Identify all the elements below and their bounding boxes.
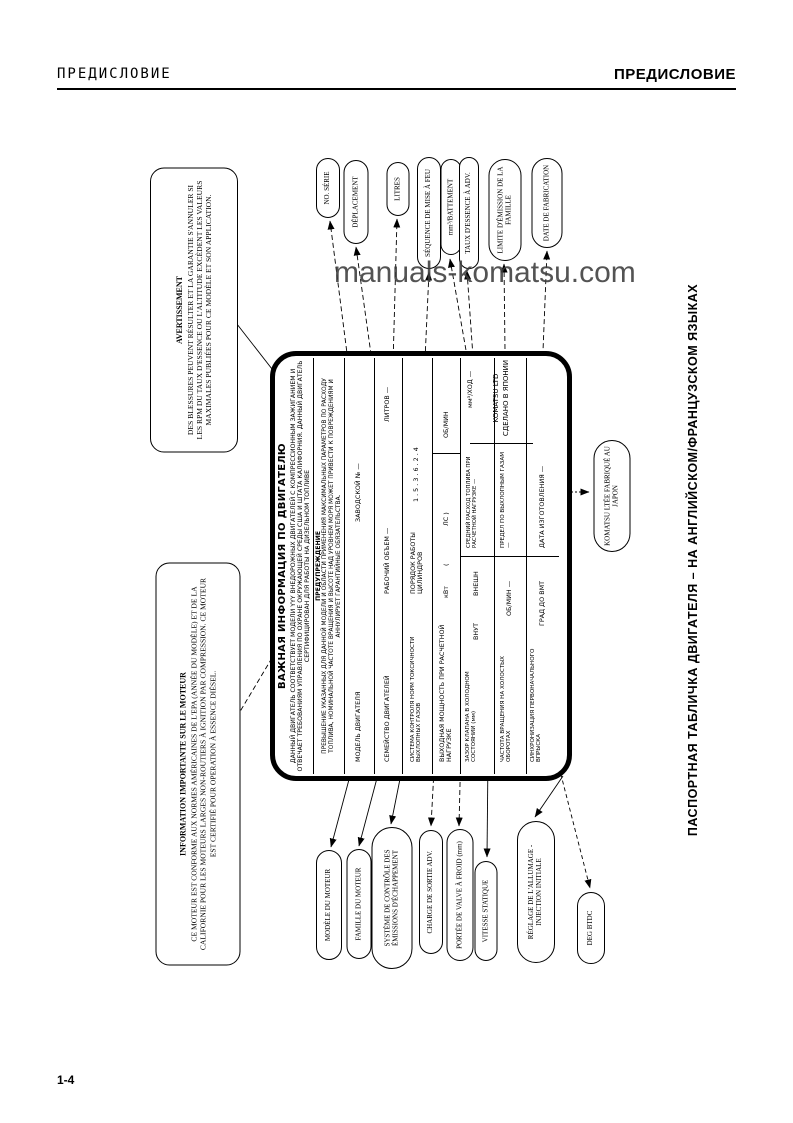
callout-label: CHARGE DE SORTIE ADV. bbox=[426, 850, 435, 934]
komatsu-made-in-cell bbox=[470, 353, 533, 444]
avertissement-body: DES BLESSURES PEUVENT RÉSULTER ET LA GARANTIE S'ANNULER SI LES RPM DU TAUX D'ESSENCE OU L'ALTITUDE EXCÈDENT LES VALEURS MAXIMALES PUBLIÉES POUR CE MODÈLE ET SON APPLICATION. bbox=[185, 180, 214, 439]
callout-label: NO. SÉRIE bbox=[323, 171, 332, 205]
callout-label: DEG BTDC bbox=[586, 910, 595, 946]
row-field: РАБОЧИЙ ОБЪЕМ — bbox=[383, 527, 392, 594]
callout-battement bbox=[440, 159, 461, 255]
callout-limite bbox=[488, 159, 521, 261]
row-label: СИНХРОНИЗАЦИЯ ПЕРВОНАЧАЛЬНОГО ВПРЫСКА bbox=[530, 648, 543, 762]
header-rule bbox=[57, 88, 736, 90]
watermark-text: manuals-komatsu.com bbox=[334, 256, 636, 289]
avertissement-box bbox=[150, 167, 238, 452]
information-body: CE MOTEUR EST CONFORME AUX NORMES AMÉRICAINES DE L'EPA (ANNÉE DU MODÈLE) ET DE LA CALIFORNIE POUR LES MOTEURS LARGES NON-ROUTIERS À IGNITION PAR COMPRESSION. CE MOTEUR EST CERTIFIÉ POUR OPERATION À ESSENCE DIÉSEL. bbox=[189, 577, 217, 950]
row-label: ЧАСТОТА ВРАЩЕНИЯ НА ХОЛОСТЫХ ОБОРОТАХ bbox=[500, 656, 513, 762]
callout-label: FAMILLE DU MOTEUR bbox=[353, 867, 362, 941]
section-title-text: ПАСПОРТНАЯ ТАБЛИЧКА ДВИГАТЕЛЯ – НА АНГЛИЙСКОМ/ФРАНЦУЗСКОМ ЯЗЫКАХ bbox=[686, 283, 700, 837]
callout-famille-moteur bbox=[346, 849, 371, 959]
row-unit: ГРАД ДО ВМТ bbox=[538, 580, 547, 626]
plate-warning-body: ПРЕВЫШЕНИЕ УКАЗАННЫХ ДЛЯ ДАННОЙ МОДЕЛИ И ОБЛАСТИ ПРИМЕНЕНИЯ МАКСИМАЛЬНЫХ ПАРАМЕТРОВ ПО РАСХОДУ ТОПЛИВА, НОМИНАЛЬНОЙ ЧАСТОТЕ ВРАЩЕНИЯ И ВЫСОТЕ НАД УРОВНЕМ МОРЯ МОЖЕТ ПРИВЕСТИ К ПОВРЕЖДЕНИЯМ И АННУЛИРУЕТ ГАРАНТИЙНЫЕ ОБЯЗАТЕЛЬСТВА. bbox=[322, 378, 342, 754]
plate-warning-title: ПРЕДУПРЕЖДЕНИЕ bbox=[315, 530, 323, 602]
cell-divider bbox=[461, 556, 494, 557]
plate-title: ВАЖНАЯ ИНФОРМАЦИЯ ПО ДВИГАТЕЛЮ bbox=[277, 443, 288, 689]
row-label: ЗАЗОР КЛАПАНА В ХОЛОДНОМ СОСТОЯНИИ (мм) bbox=[465, 671, 478, 762]
row-unit: ВНЕШН bbox=[472, 571, 481, 596]
row-field: ЗАВОДСКОЙ № — bbox=[354, 463, 363, 522]
cell-divider bbox=[433, 453, 460, 454]
callout-label: SÉQUENCE DE MISE À FEU bbox=[424, 169, 433, 257]
callout-vitesse-statique bbox=[474, 861, 497, 961]
row-label: СИСТЕМА КОНТРОЛЯ НОРМ ТОКСИЧНОСТИ ВЫХЛОПНЫХ ГАЗОВ bbox=[410, 636, 423, 762]
callout-systeme-emissions bbox=[371, 827, 412, 969]
plate-table bbox=[346, 358, 559, 774]
callout-label: LIMITE D'ÉMISSION DE LA FAMILLE bbox=[495, 166, 512, 254]
row-unit: ОБ/МИН — bbox=[505, 580, 514, 616]
table-row bbox=[433, 358, 461, 774]
row-unit: ( bbox=[442, 563, 451, 566]
row-field: ПРЕДЕЛ ПО ВЫХЛОПНЫМ ГАЗАМ — bbox=[500, 451, 513, 548]
callout-no-serie bbox=[316, 158, 340, 218]
row-unit: мм³/ХОД — bbox=[466, 370, 475, 408]
callout-label: DATE DE FABRICATION bbox=[541, 164, 550, 242]
table-row bbox=[403, 358, 433, 774]
plate-intro: ДАННЫЙ ДВИГАТЕЛЬ СООТВЕТСТВУЕТ МОДЕЛИ YYY ВНЕДОРОЖНЫХ ДВИГАТЕЛЕЙ С КОМПРЕССИОННЫМ ЗАЖИГАНИЕМ И ОТВЕЧАЕТ ТРЕБОВАНИЯМ УПРАВЛЕНИЯ ПО ОХРАНЕ ОКРУЖАЮЩЕЙ СРЕДЫ США И ШТАТА КАЛИФОРНИЯ. ДАННЫЙ ДВИГАТЕЛЬ СЕРТИФИЦИРОВАН ДЛЯ РАБОТЫ НА ДИЗЕЛЬНОМ ТОПЛИВЕ bbox=[290, 360, 312, 772]
callout-date-fabrication bbox=[531, 158, 562, 248]
row-field: ДАТА ИЗГОТОВЛЕНИЯ — bbox=[538, 465, 547, 548]
row-unit: ВНУТ bbox=[472, 623, 481, 640]
callout-label: MODÈLE DU MOTEUR bbox=[324, 868, 333, 942]
callout-label: PORTÉE DE VALVE À FROID (mm) bbox=[454, 841, 463, 949]
row-unit: ЛС ) bbox=[442, 512, 451, 526]
row-field: ПОРЯДОК РАБОТЫ ЦИЛИНДРОВ bbox=[409, 532, 425, 594]
callout-sequence bbox=[417, 157, 441, 269]
callout-reglage-allumage bbox=[517, 821, 555, 963]
page-number: 1-4 bbox=[57, 1073, 75, 1087]
plate-rule bbox=[344, 358, 345, 774]
avertissement-title: AVERTISSEMENT bbox=[174, 275, 184, 344]
row-unit: ОБ/МИН bbox=[442, 411, 451, 438]
row-field: ЛИТРОВ — bbox=[383, 386, 392, 422]
made-in: СДЕЛАНО В ЯПОНИИ bbox=[501, 359, 510, 437]
plate-rule bbox=[313, 358, 314, 774]
callout-label: mm³/BATTEMENT bbox=[445, 178, 454, 236]
callout-taux bbox=[459, 157, 479, 269]
cell-divider bbox=[527, 556, 559, 557]
header-left: ПРЕДИСЛОВИЕ bbox=[57, 66, 172, 82]
callout-label: KOMATSU LTÉE FABRIQUÉ AU JAPON bbox=[602, 446, 619, 546]
callout-charge-sortie bbox=[419, 830, 443, 954]
callout-label: RÉGLAGE DE L'ALLUMAGE - INJECTION INITIALE bbox=[527, 844, 543, 940]
row-label: МОДЕЛЬ ДВИГАТЕЛЯ bbox=[354, 691, 363, 762]
row-label: СЕМЕЙСТВО ДВИГАТЕЛЕЙ bbox=[383, 675, 392, 762]
callout-label: DÉPLACEMENT bbox=[350, 176, 359, 228]
callout-label: LITRES bbox=[392, 177, 401, 201]
table-row bbox=[346, 358, 375, 774]
maker-name: KOMATSU LTD bbox=[492, 373, 501, 423]
callout-portee-valve bbox=[446, 829, 473, 961]
engine-name-plate bbox=[270, 351, 572, 781]
callout-modele-moteur bbox=[316, 850, 342, 960]
row-unit: кВт bbox=[442, 586, 451, 598]
cell-divider bbox=[495, 556, 526, 557]
row-value: 1 . 5 . 3 . 6 . 2 . 4 bbox=[412, 447, 421, 502]
row-field: СРЕДНИЙ РАСХОД ТОПЛИВА ПРИ РАСЧЕТНОЙ НАГРУЗКЕ — bbox=[466, 456, 478, 548]
callout-deplacement bbox=[343, 160, 368, 244]
information-box bbox=[155, 562, 240, 965]
section-title-vertical bbox=[678, 285, 708, 835]
callout-label: TAUX D'ESSENCE À ADV. bbox=[464, 172, 473, 254]
row-label: ВЫХОДНАЯ МОЩНОСТЬ ПРИ РАСЧЕТНОЙ НАГРУЗКЕ bbox=[438, 624, 454, 762]
callout-komatsu-ltee bbox=[593, 440, 630, 552]
callout-deg-btdc bbox=[577, 892, 605, 964]
header-right: ПРЕДИСЛОВИЕ bbox=[613, 66, 736, 83]
information-title: INFORMATION IMPORTANTE SUR LE MOTEUR bbox=[178, 671, 188, 856]
callout-label: SYSTÈME DE CONTRÔLE DES ÉMISSIONS D'ÉCHAPPEMENT bbox=[382, 849, 399, 947]
callout-label: VITESSE STATIQUE bbox=[480, 879, 489, 943]
callout-litres bbox=[386, 162, 409, 216]
table-row bbox=[375, 358, 403, 774]
